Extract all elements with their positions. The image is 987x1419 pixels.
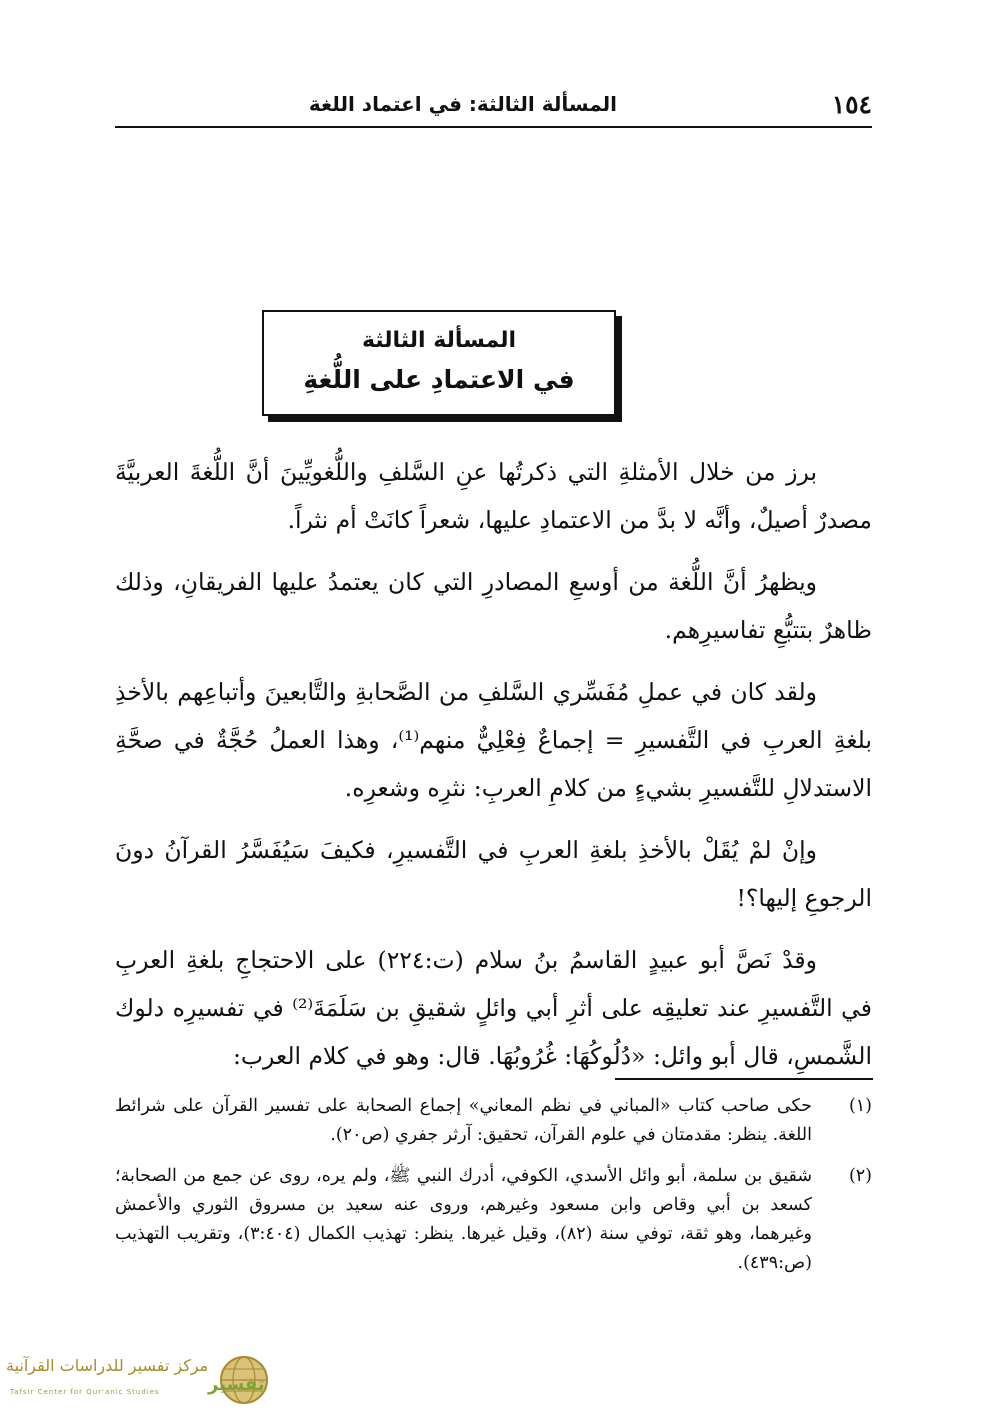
page-header — [115, 86, 872, 128]
section-title-line2: في الاعتمادِ على اللُّغةِ — [303, 365, 575, 394]
page-number: ١٥٤ — [831, 90, 872, 119]
footnote-text: شقيق بن سلمة، أبو وائل الأسدي، الكوفي، أدرك النبي ﷺ، ولم يره، روى عن جمع من الصحابة؛ كسعد بن أبي وقاص وابن مسعود وغيرهم، وروى عنه سعيد بن مسروق الثوري والأعمش وغيرهما، وهو ثقة، توفي سنة (٨٢)، وقيل غيرها. ينظر: تهذيب الكمال (٣:٤٠٤)، وتقريب التهذيب (ص:٤٣٩). — [115, 1166, 812, 1273]
running-title: المسألة الثالثة: في اعتماد اللغة — [308, 92, 617, 116]
paragraph: وقدْ نَصَّ أبو عبيدٍ القاسمُ بنُ سلام (ت:٢٢٤) على الاحتجاجِ بلغةِ العربِ في التَّفسيرِ عند تعليقِه على أثرِ أبي وائلٍ شقيقِ بن سَلَمَةَ⁽²⁾ في تفسيرِه دلوك الشَّمسِ، قال أبو وائل: «دُلُوكُهَا: غُرُوبُهَا. قال: وهو في كلام العرب: — [115, 946, 872, 1070]
logo-arabic-text: مركز تفسير للدراسات القرآنية — [6, 1356, 209, 1375]
publisher-logo — [6, 1352, 268, 1412]
footnote-number: (١) — [848, 1096, 872, 1116]
footnote-number: (٢) — [848, 1166, 872, 1186]
footnote-text: حكى صاحب كتاب «المباني في نظم المعاني» إجماع الصحابة على تفسير القرآن على شرائط اللغة. ينظر: مقدمتان في علوم القرآن، تحقيق: آرثر جفري (ص٢٠). — [115, 1096, 812, 1145]
footnotes — [115, 1092, 872, 1290]
footnote — [115, 1092, 872, 1150]
paragraph: ولقد كان في عملِ مُفَسِّري السَّلفِ من الصَّحابةِ والتَّابعينَ وأتباعِهم بالأخذِ بلغةِ العربِ في التَّفسيرِ = إجماعٌ فِعْلِيٌّ منهم⁽¹⁾، وهذا العملُ حُجَّةٌ في صحَّةِ الاستدلالِ للتَّفسيرِ بشيءٍ من كلامِ العربِ: نثرِه وشعرِه. — [115, 678, 873, 802]
paragraph: وإنْ لمْ يُقَلْ بالأخذِ بلغةِ العربِ في التَّفسيرِ، فكيفَ سَيُفَسَّرُ القرآنُ دونَ الرجوعِ إليها؟! — [115, 836, 872, 912]
section-title-line1: المسألة الثالثة — [361, 328, 517, 353]
logo-emblem-word: تفسير — [208, 1374, 265, 1395]
section-title-box — [262, 310, 616, 416]
paragraph: برز من خلال الأمثلةِ التي ذكرتُها عنِ السَّلفِ واللُّغويِّينَ أنَّ اللُّغةَ العربيَّةَ مصدرٌ أصيلٌ، وأنَّه لا بدَّ من الاعتمادِ عليها، شعراً كانَتْ أم نثراً. — [115, 458, 872, 534]
footnote-separator — [615, 1078, 873, 1080]
logo-english-text: Tafsir Center for Qur'anic Studies — [10, 1388, 160, 1396]
paragraph: ويظهرُ أنَّ اللُّغة من أوسعِ المصادرِ التي كان يعتمدُ عليها الفريقانِ، وذلك ظاهرٌ بتتبُّعِ تفاسيرِهم. — [115, 568, 872, 644]
footnote — [115, 1162, 872, 1278]
body-text — [115, 448, 872, 1094]
